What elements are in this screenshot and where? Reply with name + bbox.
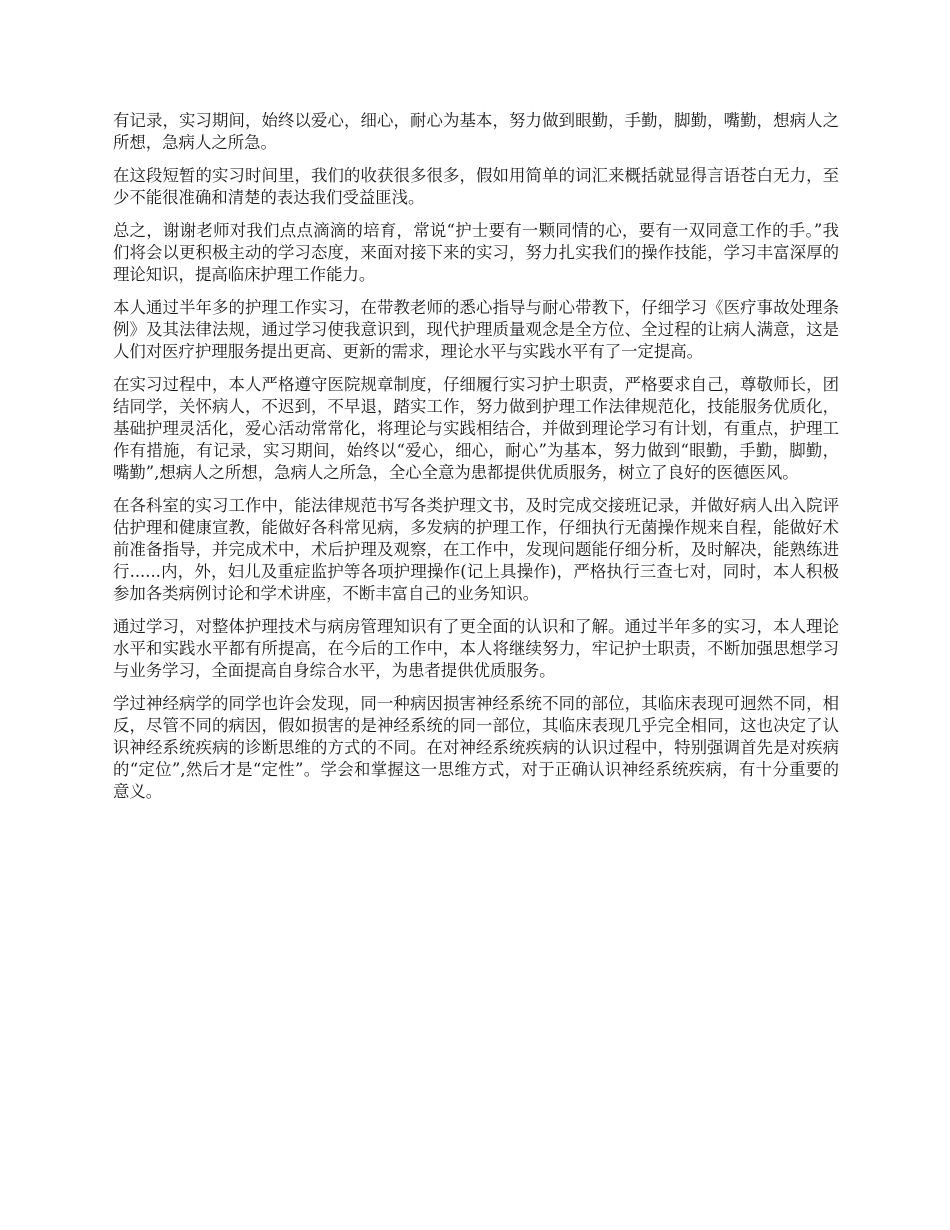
paragraph-4: 本人通过半年多的护理工作实习，在带教老师的悉心指导与耐心带教下，仔细学习《医疗事故处理条例》及其法律法规，通过学习使我意识到，现代护理质量观念是全方位、全过程的让病人满意，这是人们对医疗护理服务提出更高、更新的需求，理论水平与实践水平有了一定提高。 [113,298,839,361]
paragraph-2: 在这段短暂的实习时间里，我们的收获很多很多，假如用简单的词汇来概括就显得言语苍白无力，至少不能很准确和清楚的表达我们受益匪浅。 [113,166,839,207]
paragraph-5: 在实习过程中，本人严格遵守医院规章制度，仔细履行实习护士职责，严格要求自己，尊敬师长，团结同学，关怀病人，不迟到，不早退，踏实工作，努力做到护理工作法律规范化，技能服务优质化，基础护理灵活化，爱心活动常常化，将理论与实践相结合，并做到理论学习有计划，有重点，护理工作有措施，有记录，实习期间，始终以“爱心，细心，耐心”为基本，努力做到“眼勤，手勤，脚勤，嘴勤”,想病人之所想，急病人之所急，全心全意为患都提供优质服务，树立了良好的医德医风。 [113,375,839,482]
paragraph-1: 有记录，实习期间，始终以爱心，细心，耐心为基本，努力做到眼勤，手勤，脚勤，嘴勤，想病人之所想，急病人之所急。 [113,111,839,152]
paragraph-8: 学过神经病学的同学也许会发现，同一种病因损害神经系统不同的部位，其临床表现可迥然不同，相反，尽管不同的病因，假如损害的是神经系统的同一部位，其临床表现几乎完全相同，这也决定了认识神经系统疾病的诊断思维的方式的不同。在对神经系统疾病的认识过程中，特别强调首先是对疾病的“定位”,然后才是“定性”。学会和掌握这一思维方式，对于正确认识神经系统疾病，有十分重要的意义。 [113,694,839,801]
paragraph-3: 总之，谢谢老师对我们点点滴滴的培育，常说“护士要有一颗同情的心，要有一双同意工作的手。”我们将会以更积极主动的学习态度，来面对接下来的实习，努力扎实我们的操作技能，学习丰富深厚的理论知识，提高临床护理工作能力。 [113,221,839,284]
document-body [113,110,839,814]
paragraph-6: 在各科室的实习工作中，能法律规范书写各类护理文书，及时完成交接班记录，并做好病人出入院评估护理和健康宣教，能做好各科常见病，多发病的护理工作，仔细执行无菌操作规来自程，能做好术前准备指导，并完成术中，术后护理及观察，在工作中，发现问题能仔细分析，及时解决，能熟练进行......内，外，妇儿及重症监护等各项护理操作(记上具操作)，严格执行三查七对，同时，本人积极参加各类病例讨论和学术讲座，不断丰富自己的业务知识。 [113,496,839,603]
paragraph-7: 通过学习，对整体护理技术与病房管理知识有了更全面的认识和了解。通过半年多的实习，本人理论水平和实践水平都有所提高，在今后的工作中，本人将继续努力，牢记护士职责，不断加强思想学习与业务学习，全面提高自身综合水平，为患者提供优质服务。 [113,617,839,680]
